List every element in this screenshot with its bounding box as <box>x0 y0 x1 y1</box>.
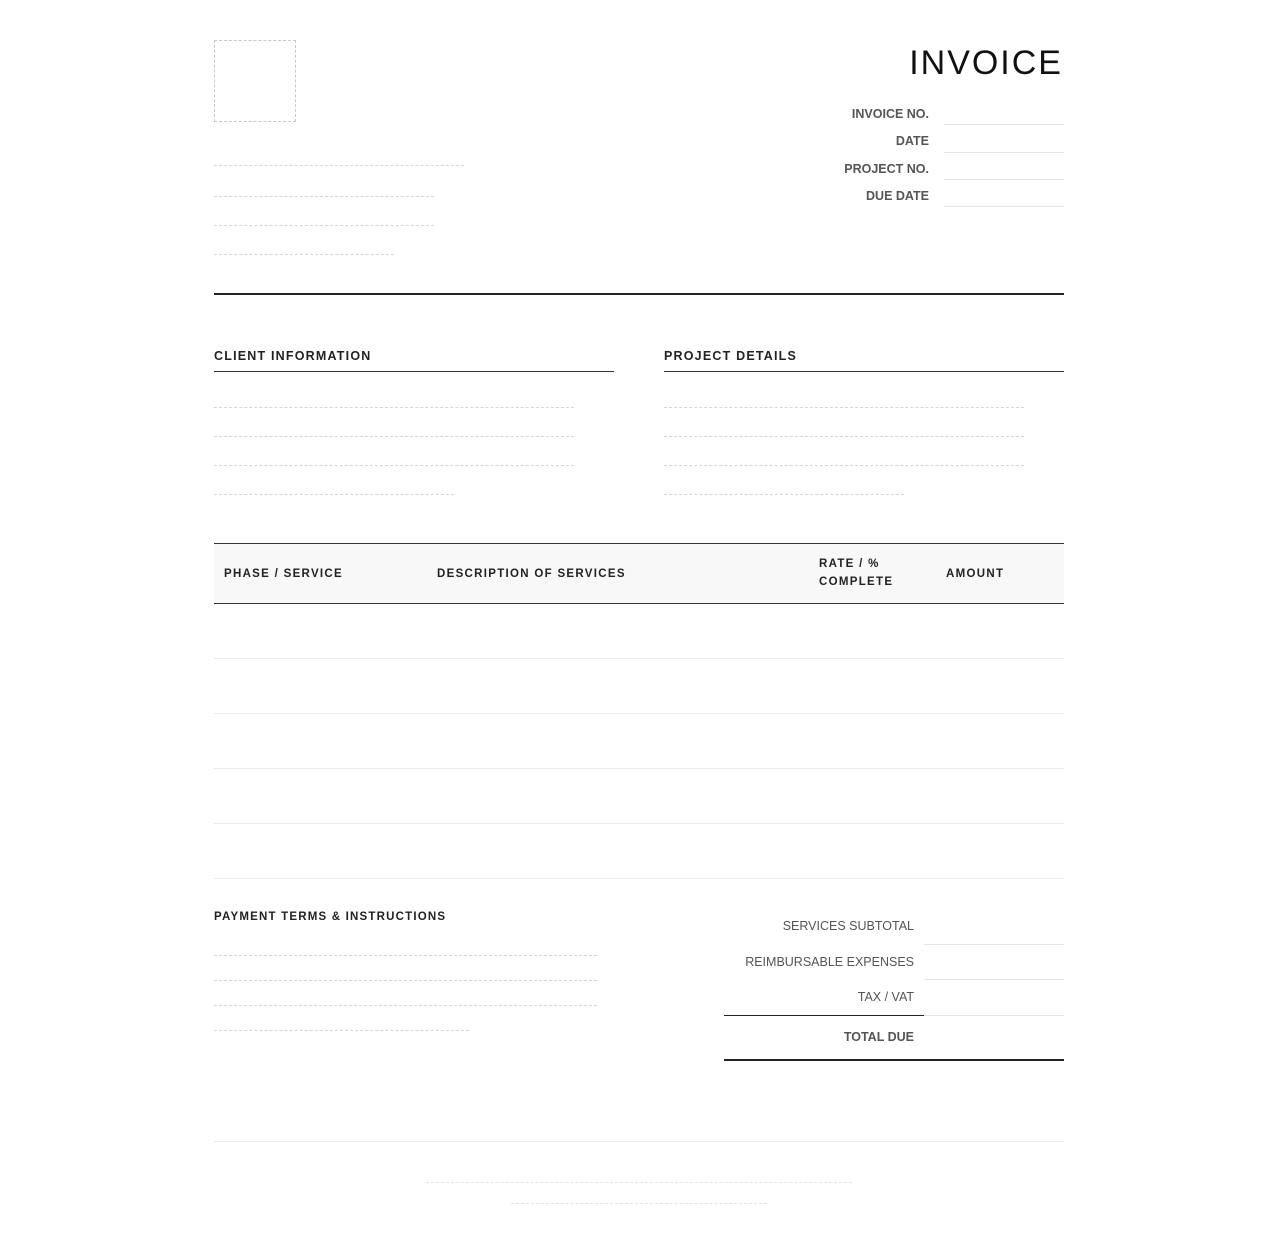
invoice-number-label: INVOICE NO. <box>851 107 929 121</box>
services-subtotal-field[interactable] <box>924 944 1064 945</box>
column-amount: AMOUNT <box>946 568 1005 580</box>
client-line-3[interactable] <box>214 465 574 466</box>
column-rate-complete: RATE / % COMPLETE <box>819 558 894 588</box>
payment-line-4[interactable] <box>214 1030 469 1031</box>
client-information-heading: CLIENT INFORMATION <box>214 349 372 363</box>
services-subtotal-label: SERVICES SUBTOTAL <box>782 919 914 933</box>
footer-divider <box>214 1141 1064 1142</box>
project-number-field[interactable] <box>944 179 1064 180</box>
footer-line-1[interactable] <box>426 1182 852 1183</box>
table-row[interactable] <box>214 713 1064 714</box>
table-row[interactable] <box>214 768 1064 769</box>
services-table-header <box>214 543 1064 604</box>
date-field[interactable] <box>944 152 1064 153</box>
company-line-4[interactable] <box>214 254 394 255</box>
logo-placeholder[interactable] <box>214 40 296 122</box>
total-divider <box>724 1015 924 1016</box>
tax-vat-field[interactable] <box>924 1015 1064 1016</box>
project-number-label: PROJECT NO. <box>844 162 929 176</box>
footer-line-2[interactable] <box>511 1203 767 1204</box>
client-line-1[interactable] <box>214 407 574 408</box>
due-date-field[interactable] <box>944 206 1064 207</box>
project-line-2[interactable] <box>664 436 1024 437</box>
project-details-rule <box>664 371 1064 372</box>
table-row[interactable] <box>214 878 1064 879</box>
total-due-label: TOTAL DUE <box>843 1030 914 1044</box>
project-line-4[interactable] <box>664 494 904 495</box>
date-label: DATE <box>895 134 929 148</box>
company-line-1[interactable] <box>214 165 464 166</box>
reimbursable-expenses-label: REIMBURSABLE EXPENSES <box>745 955 914 969</box>
company-line-2[interactable] <box>214 196 434 197</box>
project-line-1[interactable] <box>664 407 1024 408</box>
client-information-rule <box>214 371 614 372</box>
column-description: DESCRIPTION OF SERVICES <box>437 568 626 580</box>
payment-line-1[interactable] <box>214 955 597 956</box>
due-date-label: DUE DATE <box>866 189 929 203</box>
company-line-3[interactable] <box>214 225 434 226</box>
project-line-3[interactable] <box>664 465 1024 466</box>
payment-terms-heading: PAYMENT TERMS & INSTRUCTIONS <box>214 911 447 923</box>
invoice-title: INVOICE <box>909 44 1063 82</box>
client-line-2[interactable] <box>214 436 574 437</box>
table-row[interactable] <box>214 823 1064 824</box>
payment-line-2[interactable] <box>214 980 597 981</box>
column-phase-service: PHASE / SERVICE <box>224 568 343 580</box>
invoice-number-field[interactable] <box>944 124 1064 125</box>
payment-line-3[interactable] <box>214 1005 597 1006</box>
tax-vat-label: TAX / VAT <box>857 990 914 1004</box>
table-row[interactable] <box>214 658 1064 659</box>
header-divider <box>214 293 1064 295</box>
total-due-rule <box>724 1059 1064 1061</box>
project-details-heading: PROJECT DETAILS <box>664 349 798 363</box>
reimbursable-expenses-field[interactable] <box>924 979 1064 980</box>
client-line-4[interactable] <box>214 494 454 495</box>
